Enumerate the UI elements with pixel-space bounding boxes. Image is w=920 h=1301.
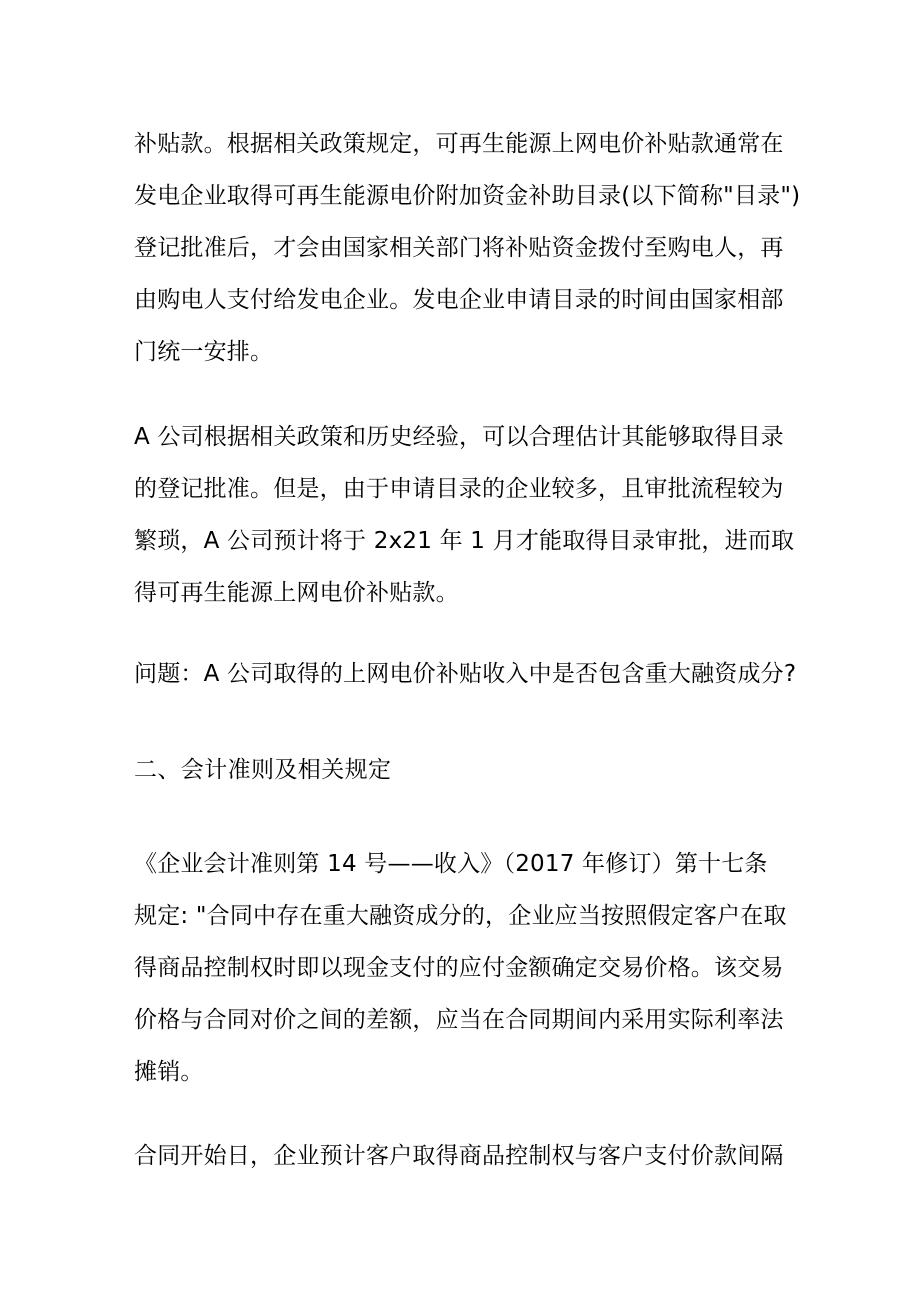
text-line: 门统一安排。 bbox=[134, 339, 274, 365]
paragraph-company-estimate bbox=[134, 411, 806, 619]
text-line: A 公司根据相关政策和历史经验，可以合理估计其能够取得目录 bbox=[134, 424, 784, 450]
text-line: 由购电人支付给发电企业。发电企业申请目录的时间由国家相部 bbox=[134, 287, 784, 313]
paragraph-standard-quote bbox=[134, 838, 806, 1098]
text-line: 发电企业取得可再生能源电价附加资金补助目录(以下简称"目录") bbox=[134, 183, 801, 209]
text-line: 的登记批准。但是，由于申请目录的企业较多，且审批流程较为 bbox=[134, 476, 784, 502]
paragraph-subsidy-background bbox=[134, 118, 806, 378]
paragraph-contract-start bbox=[134, 1130, 806, 1182]
text-line: 合同开始日，企业预计客户取得商品控制权与客户支付价款间隔 bbox=[134, 1143, 784, 1169]
text-line: 登记批准后，才会由国家相关部门将补贴资金拨付至购电人，再 bbox=[134, 235, 784, 261]
text-line: 繁琐，A 公司预计将于 2x21 年 1 月才能取得目录审批，进而取 bbox=[134, 528, 795, 554]
text-line: 《企业会计准则第 14 号——收入》（2017 年修订）第十七条 bbox=[134, 851, 768, 877]
text-line: 得商品控制权时即以现金支付的应付金额确定交易价格。该交易 bbox=[134, 955, 784, 981]
text-line: 问题：A 公司取得的上网电价补贴收入中是否包含重大融资成分? bbox=[134, 661, 797, 687]
text-line: 价格与合同对价之间的差额，应当在合同期间内采用实际利率法 bbox=[134, 1007, 784, 1033]
text-line: 得可再生能源上网电价补贴款。 bbox=[134, 580, 459, 606]
paragraph-question bbox=[134, 648, 806, 700]
text-line: 规定: "合同中存在重大融资成分的，企业应当按照假定客户在取 bbox=[134, 903, 787, 929]
text-line: 补贴款。根据相关政策规定，可再生能源上网电价补贴款通常在 bbox=[134, 131, 784, 157]
section-heading bbox=[134, 744, 806, 796]
section-heading-text: 二、会计准则及相关规定 bbox=[134, 757, 392, 783]
text-line: 摊销。 bbox=[134, 1059, 204, 1085]
